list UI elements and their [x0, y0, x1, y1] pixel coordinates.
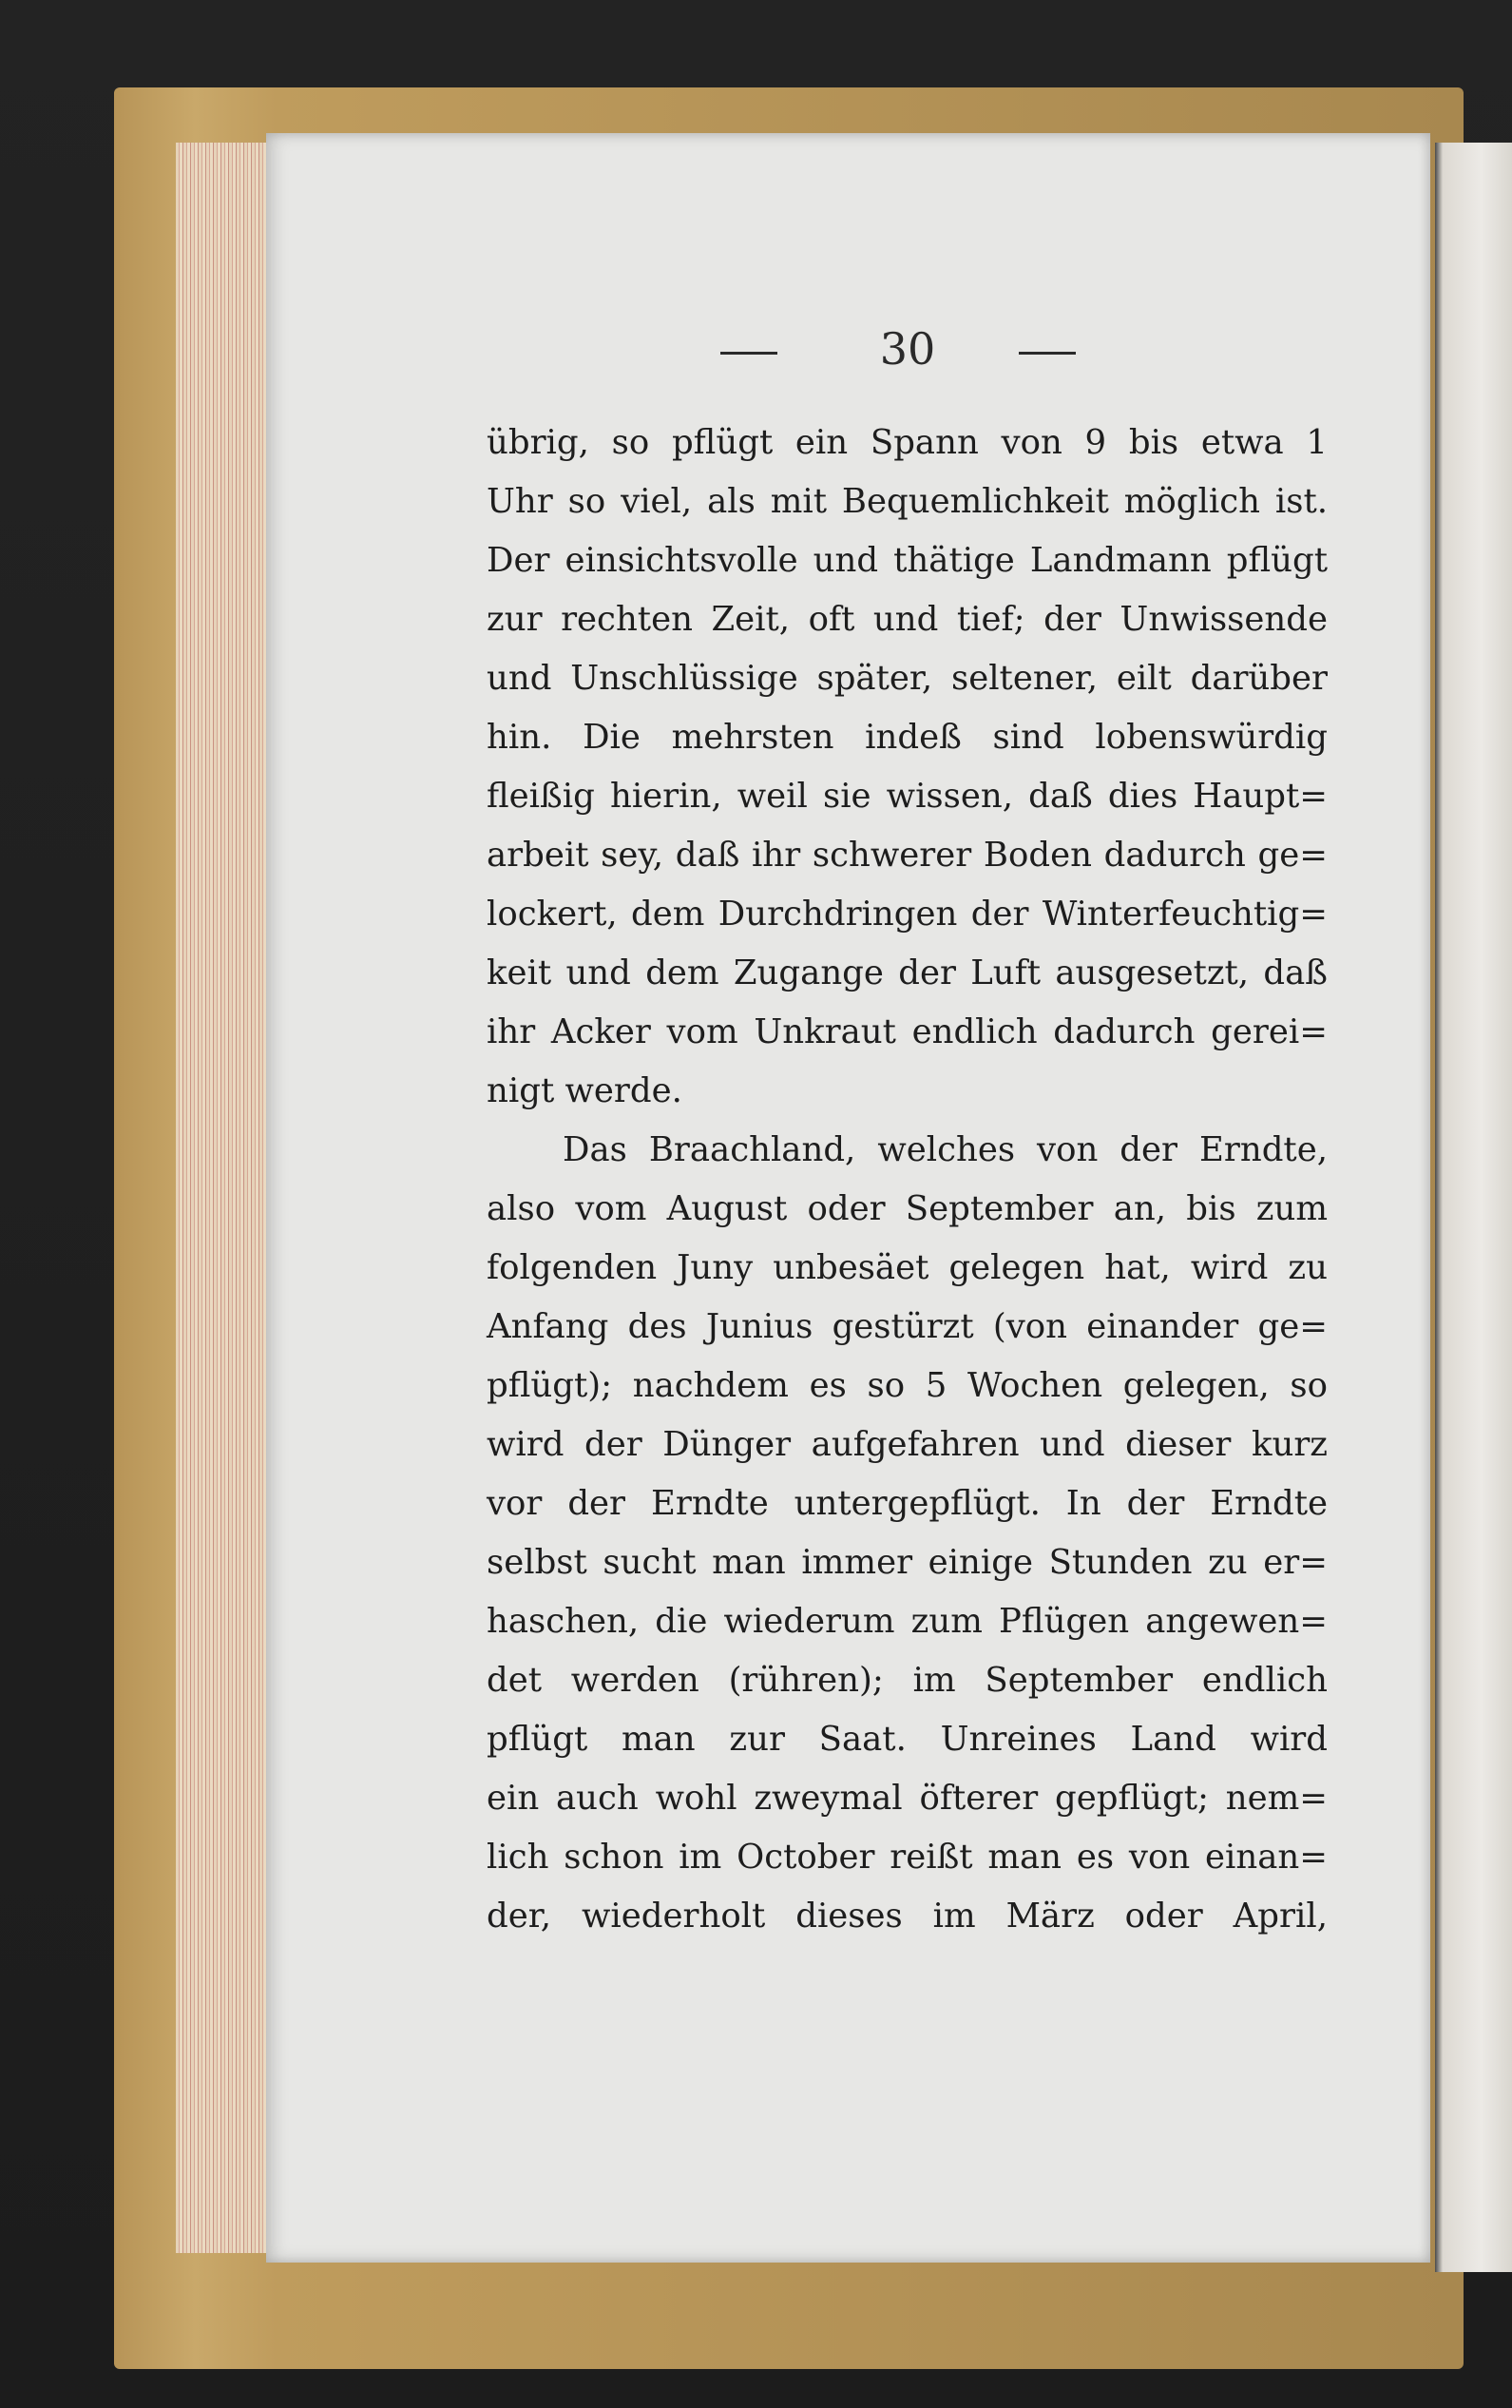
text-line: det werden (rühren); im September endlich: [487, 1661, 1328, 1700]
text-line: und Unschlüssige später, seltener, eilt darüber: [487, 659, 1328, 698]
text-line: folgenden Juny unbesäet gelegen hat, wird zu: [487, 1248, 1328, 1287]
text-line: zur rechten Zeit, oft und tief; der Unwissende: [487, 600, 1328, 639]
page-number: 30: [879, 323, 936, 375]
text-line: ihr Acker vom Unkraut endlich dadurch gerei=: [487, 1012, 1328, 1051]
page-header: [266, 323, 1430, 380]
body-text: [487, 414, 1328, 1946]
book-page: [266, 133, 1430, 2263]
text-line: keit und dem Zugange der Luft ausgesetzt, daß: [487, 954, 1328, 992]
text-line: fleißig hierin, weil sie wissen, daß dies Haupt=: [487, 777, 1328, 816]
text-line: Uhr so viel, als mit Bequemlichkeit möglich ist.: [487, 482, 1328, 521]
text-line: Der einsichtsvolle und thätige Landmann pflügt: [487, 541, 1328, 580]
text-line: wird der Dünger aufgefahren und dieser kurz: [487, 1425, 1328, 1464]
text-line: selbst sucht man immer einige Stunden zu er=: [487, 1543, 1328, 1582]
facing-page-edge: [1435, 143, 1512, 2272]
text-line: Das Braachland, welches von der Erndte,: [563, 1130, 1328, 1169]
text-line: haschen, die wiederum zum Pflügen angewen=: [487, 1602, 1328, 1641]
text-line: lich schon im October reißt man es von einan=: [487, 1838, 1328, 1877]
text-line: pflügt man zur Saat. Unreines Land wird: [487, 1720, 1328, 1759]
text-line: lockert, dem Durchdringen der Winterfeuchtig=: [487, 895, 1328, 934]
text-line: ein auch wohl zweymal öfterer gepflügt; nem=: [487, 1779, 1328, 1818]
text-line: der, wiederholt dieses im März oder April,: [487, 1897, 1328, 1936]
header-dash-right: [1019, 352, 1076, 355]
text-line: übrig, so pflügt ein Spann von 9 bis etwa 1: [487, 423, 1328, 462]
text-line: vor der Erndte untergepflügt. In der Erndte: [487, 1484, 1328, 1523]
text-line: hin. Die mehrsten indeß sind lobenswürdig: [487, 718, 1328, 757]
text-line: pflügt); nachdem es so 5 Wochen gelegen, so: [487, 1366, 1328, 1405]
header-dash-left: [720, 352, 777, 355]
text-line: arbeit sey, daß ihr schwerer Boden dadurch ge=: [487, 836, 1328, 875]
text-line: Anfang des Junius gestürzt (von einander ge=: [487, 1307, 1328, 1346]
page-edges: [176, 143, 266, 2253]
text-line: also vom August oder September an, bis zum: [487, 1189, 1328, 1228]
text-line: nigt werde.: [487, 1071, 682, 1110]
